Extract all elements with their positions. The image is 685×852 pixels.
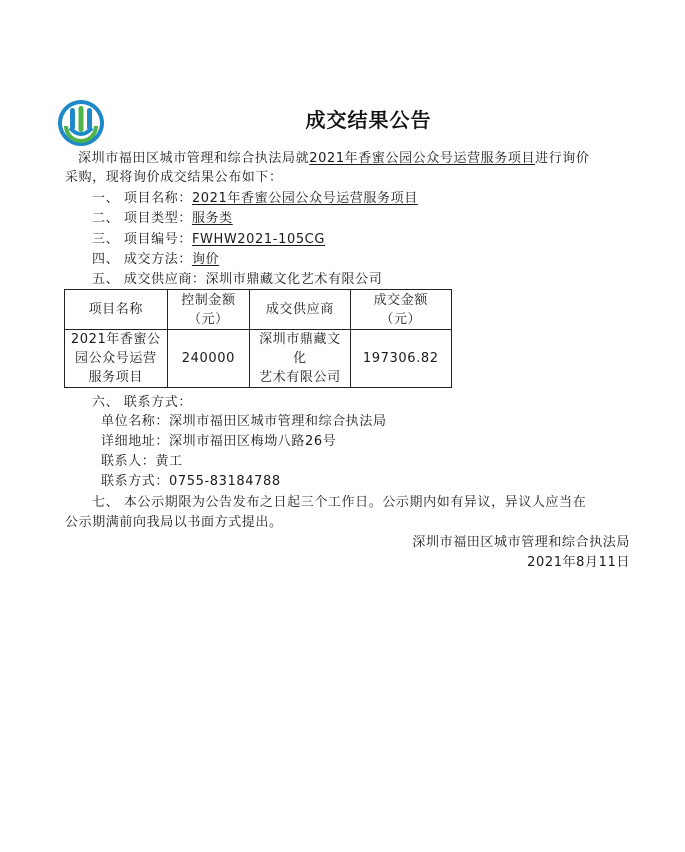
item-value: 询价: [191, 252, 220, 267]
item-label: 三、 项目编号：: [92, 232, 192, 247]
signature-issuer: 深圳市福田区城市管理和综合执法局: [412, 535, 630, 550]
contact-phone: 联系方式：0755-83184788: [101, 474, 281, 489]
cell-control-amount: 240000: [167, 330, 250, 388]
item-deal-method: [92, 251, 219, 269]
item-value: 深圳市鼎藏文化艺术有限公司: [205, 272, 383, 287]
cell-supplier-line1: 深圳市鼎藏文化: [259, 332, 341, 366]
header-deal-amount-line1: 成交金额: [373, 292, 428, 308]
header-project-name: 项目名称: [65, 290, 168, 330]
cell-supplier-line2: 艺术有限公司: [259, 370, 341, 385]
signature-date: 2021年8月11日: [527, 555, 630, 570]
intro-project-name: 2021年香蜜公园公众号运营服务项目: [309, 151, 536, 166]
header-control-amount-line2: （元）: [187, 311, 229, 327]
item-label: 二、 项目类型：: [92, 211, 192, 226]
table-header-row: [65, 290, 452, 330]
cell-supplier: [250, 330, 350, 388]
item-value: FWHW2021-105CG: [191, 232, 326, 247]
table-row: [65, 330, 452, 388]
intro-suffix: 进行询价: [535, 151, 590, 166]
intro-prefix: 深圳市福田区城市管理和综合执法局就: [78, 151, 310, 166]
header-control-amount-line1: 控制金额: [181, 292, 236, 308]
contact-person: 联系人：黄工: [101, 454, 183, 469]
page-title: 成交结果公告: [305, 108, 432, 132]
cell-project-name-line3: 服务项目: [88, 370, 143, 385]
header-deal-amount-line2: （元）: [380, 311, 422, 327]
result-table: [64, 289, 452, 388]
contact-address: 详细地址：深圳市福田区梅坳八路26号: [101, 434, 337, 449]
intro-line-2: 采购，现将询价成交结果公布如下：: [65, 170, 283, 185]
notice-line-2: 公示期满前向我局以书面方式提出。: [65, 515, 283, 530]
item-label: 五、 成交供应商：: [92, 272, 206, 287]
cell-project-name: [65, 330, 168, 388]
cell-project-name-line2: 园公众号运营: [74, 351, 157, 366]
intro-line-1: [78, 150, 590, 168]
cell-project-name-line1: 2021年香蜜公: [70, 332, 161, 347]
contact-unit: 单位名称：深圳市福田区城市管理和综合执法局: [101, 414, 387, 429]
contact-heading: 六、 联系方式：: [92, 395, 192, 410]
item-project-number: [92, 231, 325, 249]
item-project-name: [92, 190, 418, 208]
header-supplier: 成交供应商: [250, 290, 350, 330]
header-deal-amount: [350, 290, 451, 330]
item-project-type: [92, 210, 233, 228]
cell-deal-amount: 197306.82: [350, 330, 451, 388]
item-label: 四、 成交方法：: [92, 252, 192, 267]
notice-line-1: 七、 本公示期限为公告发布之日起三个工作日。公示期内如有异议，异议人应当在: [92, 495, 587, 510]
item-value: 2021年香蜜公园公众号运营服务项目: [191, 191, 418, 206]
header-control-amount: [167, 290, 250, 330]
item-supplier: [92, 271, 382, 289]
item-label: 一、 项目名称：: [92, 191, 192, 206]
item-value: 服务类: [191, 211, 233, 226]
